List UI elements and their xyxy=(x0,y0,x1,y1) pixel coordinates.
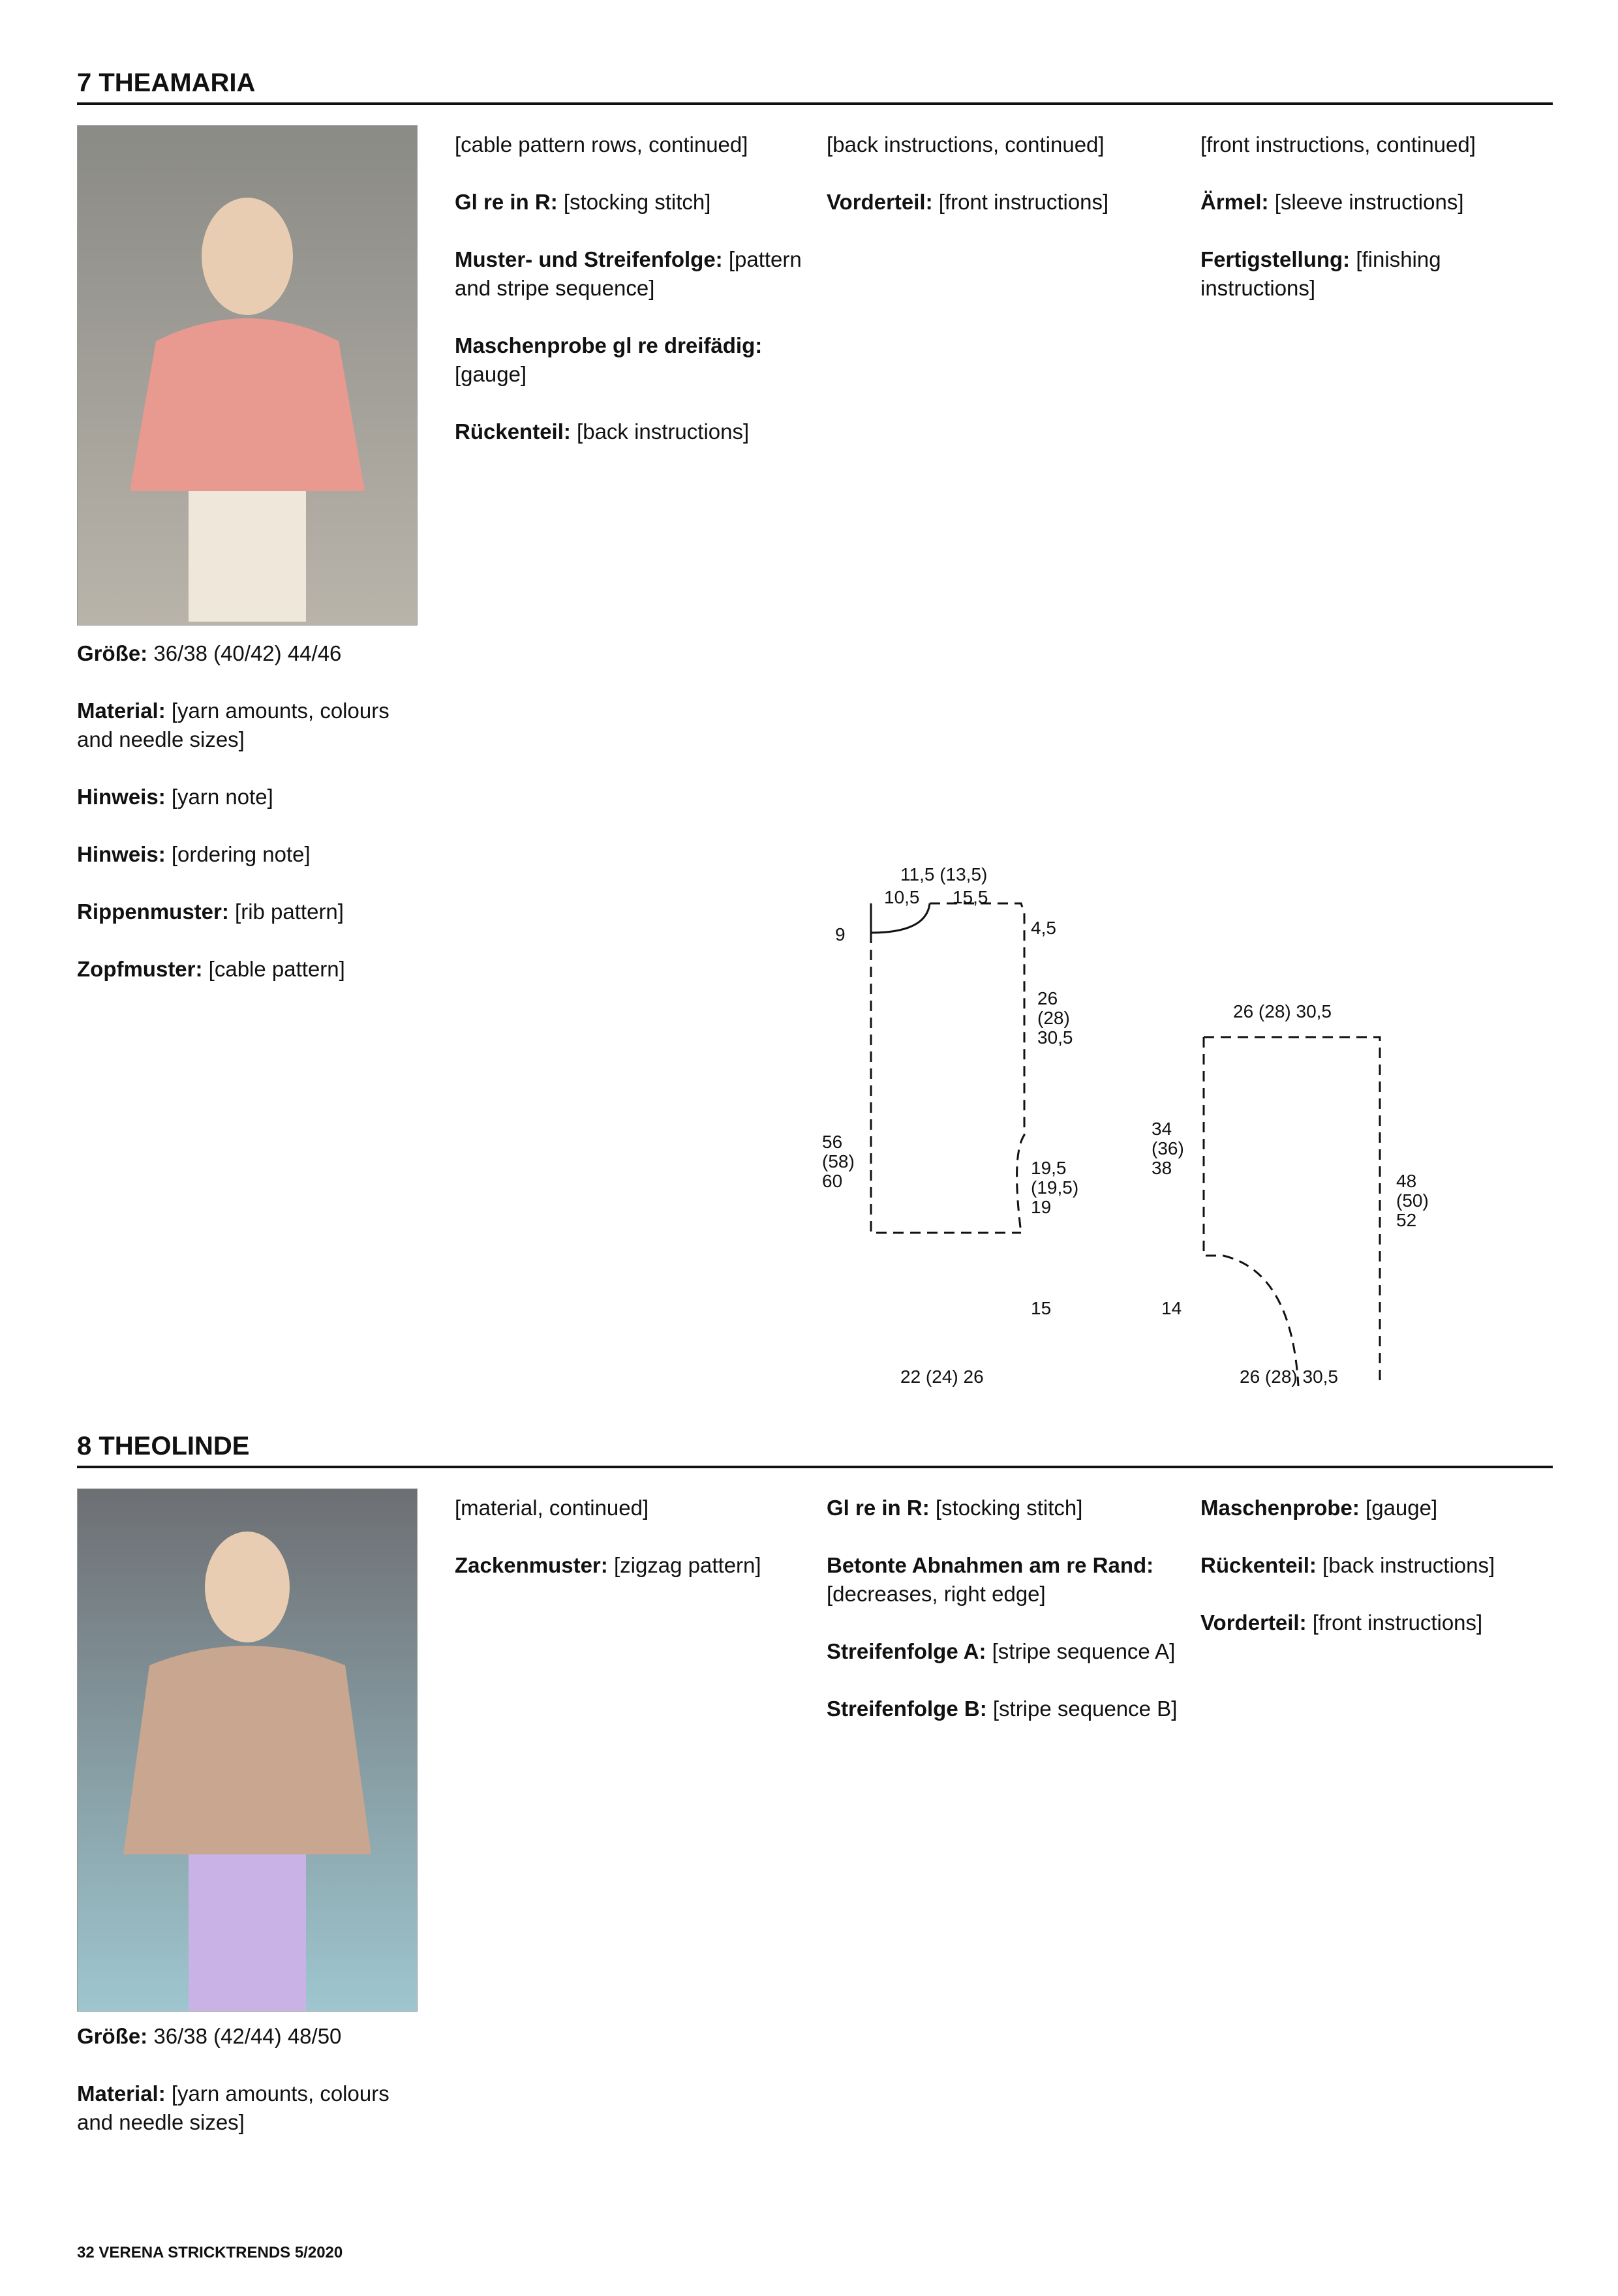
paragraph-text: [gauge] xyxy=(455,362,527,386)
dim-top-right: 15,5 xyxy=(953,887,988,907)
paragraph-0 xyxy=(455,130,807,159)
paragraph-2 xyxy=(1200,245,1553,303)
paragraph-label: Material: xyxy=(77,2081,172,2106)
paragraph-text: [cable pattern] xyxy=(208,957,345,981)
paragraph-0 xyxy=(77,2022,416,2051)
paragraph-label: Vorderteil: xyxy=(1200,1610,1313,1635)
dim-sleeve-length: 48 (50) 52 xyxy=(1396,1171,1429,1230)
page-footer: 32 VERENA STRICKTRENDS 5/2020 xyxy=(77,2244,343,2261)
paragraph-label: Vorderteil: xyxy=(827,190,939,214)
paragraph-label: Zackenmuster: xyxy=(455,1553,614,1577)
paragraph-label: Betonte Abnahmen am re Rand: xyxy=(827,1553,1154,1577)
paragraph-text: [ordering note] xyxy=(171,842,311,866)
section-title-8: 8 THEOLINDE xyxy=(77,1432,1553,1468)
paragraph-3 xyxy=(827,1695,1179,1723)
paragraph-1 xyxy=(455,188,807,217)
paragraph-2 xyxy=(455,245,807,303)
paragraph-text: [material, continued] xyxy=(455,1496,649,1520)
sleeve-schematic xyxy=(1204,1037,1380,1386)
paragraph-label: Fertigstellung: xyxy=(1200,247,1356,271)
paragraph-4 xyxy=(77,898,416,926)
paragraph-text: [finishing instructions] xyxy=(1200,247,1441,300)
paragraph-label: Muster- und Streifenfolge: xyxy=(455,247,729,271)
photo-illustration xyxy=(78,126,417,625)
paragraph-1 xyxy=(827,188,1179,217)
paragraph-label: Größe: xyxy=(77,2024,154,2048)
s8-column-3 xyxy=(827,1494,1179,1752)
paragraph-4 xyxy=(455,417,807,446)
paragraph-3 xyxy=(455,331,807,389)
dim-full-height: 56 (58) 60 xyxy=(822,1132,855,1191)
paragraph-label: Rippenmuster: xyxy=(77,899,236,924)
paragraph-0 xyxy=(1200,1494,1553,1522)
paragraph-1 xyxy=(455,1551,807,1580)
paragraph-label: Streifenfolge B: xyxy=(827,1697,993,1721)
dim-sleeve-top: 26 (28) 30,5 xyxy=(1233,1001,1332,1021)
s7-column-4 xyxy=(1200,130,1553,331)
paragraph-1 xyxy=(1200,1551,1553,1580)
paragraph-text: [decreases, right edge] xyxy=(827,1582,1046,1606)
paragraph-2 xyxy=(77,783,416,811)
dim-top-left: 10,5 xyxy=(884,887,920,907)
paragraph-1 xyxy=(77,2079,416,2137)
model-photo-theamaria xyxy=(77,125,418,626)
dim-top-total: 11,5 (13,5) xyxy=(900,864,988,884)
paragraph-0 xyxy=(455,1494,807,1522)
section-title-7: 7 THEAMARIA xyxy=(77,68,1553,105)
paragraph-label: Gl re in R: xyxy=(455,190,564,214)
dim-neck-depth: 9 xyxy=(835,924,846,944)
schematic-diagrams xyxy=(822,848,1474,1409)
model-photo-theolinde xyxy=(77,1488,418,2012)
paragraph-text: [stripe sequence B] xyxy=(992,1697,1178,1721)
paragraph-text: [sleeve instructions] xyxy=(1274,190,1464,214)
paragraph-label: Ärmel: xyxy=(1200,190,1275,214)
paragraph-text: [yarn amounts, colours and needle sizes] xyxy=(77,2081,389,2134)
s7-column-1 xyxy=(77,639,416,1012)
paragraph-1 xyxy=(827,1551,1179,1609)
paragraph-text: [stripe sequence A] xyxy=(992,1639,1176,1663)
paragraph-text: [rib pattern] xyxy=(235,899,344,924)
paragraph-2 xyxy=(827,1637,1179,1666)
paragraph-label: Material: xyxy=(77,699,172,723)
paragraph-label: Rückenteil: xyxy=(455,419,577,444)
paragraph-0 xyxy=(827,130,1179,159)
paragraph-text: [zigzag pattern] xyxy=(613,1553,761,1577)
paragraph-5 xyxy=(77,955,416,984)
paragraph-text: 36/38 (42/44) 48/50 xyxy=(153,2024,342,2048)
paragraph-text: [front instructions] xyxy=(1312,1610,1483,1635)
s8-column-2 xyxy=(455,1494,807,1609)
paragraph-0 xyxy=(827,1494,1179,1522)
paragraph-text: [yarn amounts, colours and needle sizes] xyxy=(77,699,389,751)
paragraph-label: Maschenprobe gl re dreifädig: xyxy=(455,333,763,357)
paragraph-label: Zopfmuster: xyxy=(77,957,209,981)
paragraph-text: 36/38 (40/42) 44/46 xyxy=(153,641,342,665)
paragraph-text: [stocking stitch] xyxy=(935,1496,1083,1520)
photo-illustration xyxy=(78,1489,417,2011)
paragraph-text: [back instructions, continued] xyxy=(827,132,1105,157)
dim-sleeve-bottom: 26 (28) 30,5 xyxy=(1240,1367,1338,1387)
paragraph-text: [pattern and stripe sequence] xyxy=(455,247,802,300)
paragraph-text: [back instructions] xyxy=(1322,1553,1495,1577)
paragraph-text: [back instructions] xyxy=(577,419,750,444)
paragraph-1 xyxy=(77,697,416,754)
paragraph-label: Hinweis: xyxy=(77,785,172,809)
paragraph-label: Streifenfolge A: xyxy=(827,1639,992,1663)
dim-side: 19,5 (19,5) 19 xyxy=(1031,1158,1079,1217)
s7-column-3 xyxy=(827,130,1179,245)
dim-shoulder: 4,5 xyxy=(1031,918,1056,938)
paragraph-1 xyxy=(1200,188,1553,217)
paragraph-text: [front instructions, continued] xyxy=(1200,132,1476,157)
paragraph-label: Gl re in R: xyxy=(827,1496,936,1520)
s8-column-1 xyxy=(77,2022,416,2166)
paragraph-text: [gauge] xyxy=(1366,1496,1438,1520)
dim-rib: 15 xyxy=(1031,1298,1052,1318)
paragraph-label: Größe: xyxy=(77,641,154,665)
paragraph-label: Rückenteil: xyxy=(1200,1553,1323,1577)
paragraph-text: [front instructions] xyxy=(938,190,1109,214)
body-schematic xyxy=(871,903,1024,1233)
dim-width: 22 (24) 26 xyxy=(900,1367,984,1387)
s8-column-4 xyxy=(1200,1494,1553,1666)
paragraph-0 xyxy=(1200,130,1553,159)
paragraph-text: [stocking stitch] xyxy=(563,190,711,214)
paragraph-text: [cable pattern rows, continued] xyxy=(455,132,748,157)
paragraph-label: Maschenprobe: xyxy=(1200,1496,1366,1520)
paragraph-0 xyxy=(77,639,416,668)
paragraph-2 xyxy=(1200,1609,1553,1637)
paragraph-label: Hinweis: xyxy=(77,842,172,866)
dim-armhole: 26 (28) 30,5 xyxy=(1037,988,1073,1048)
paragraph-3 xyxy=(77,840,416,869)
paragraph-text: [yarn note] xyxy=(171,785,273,809)
dim-sleeve-upper: 34 (36) 38 xyxy=(1152,1119,1184,1178)
dim-cuff-height: 14 xyxy=(1161,1298,1182,1318)
s7-column-2 xyxy=(455,130,807,475)
